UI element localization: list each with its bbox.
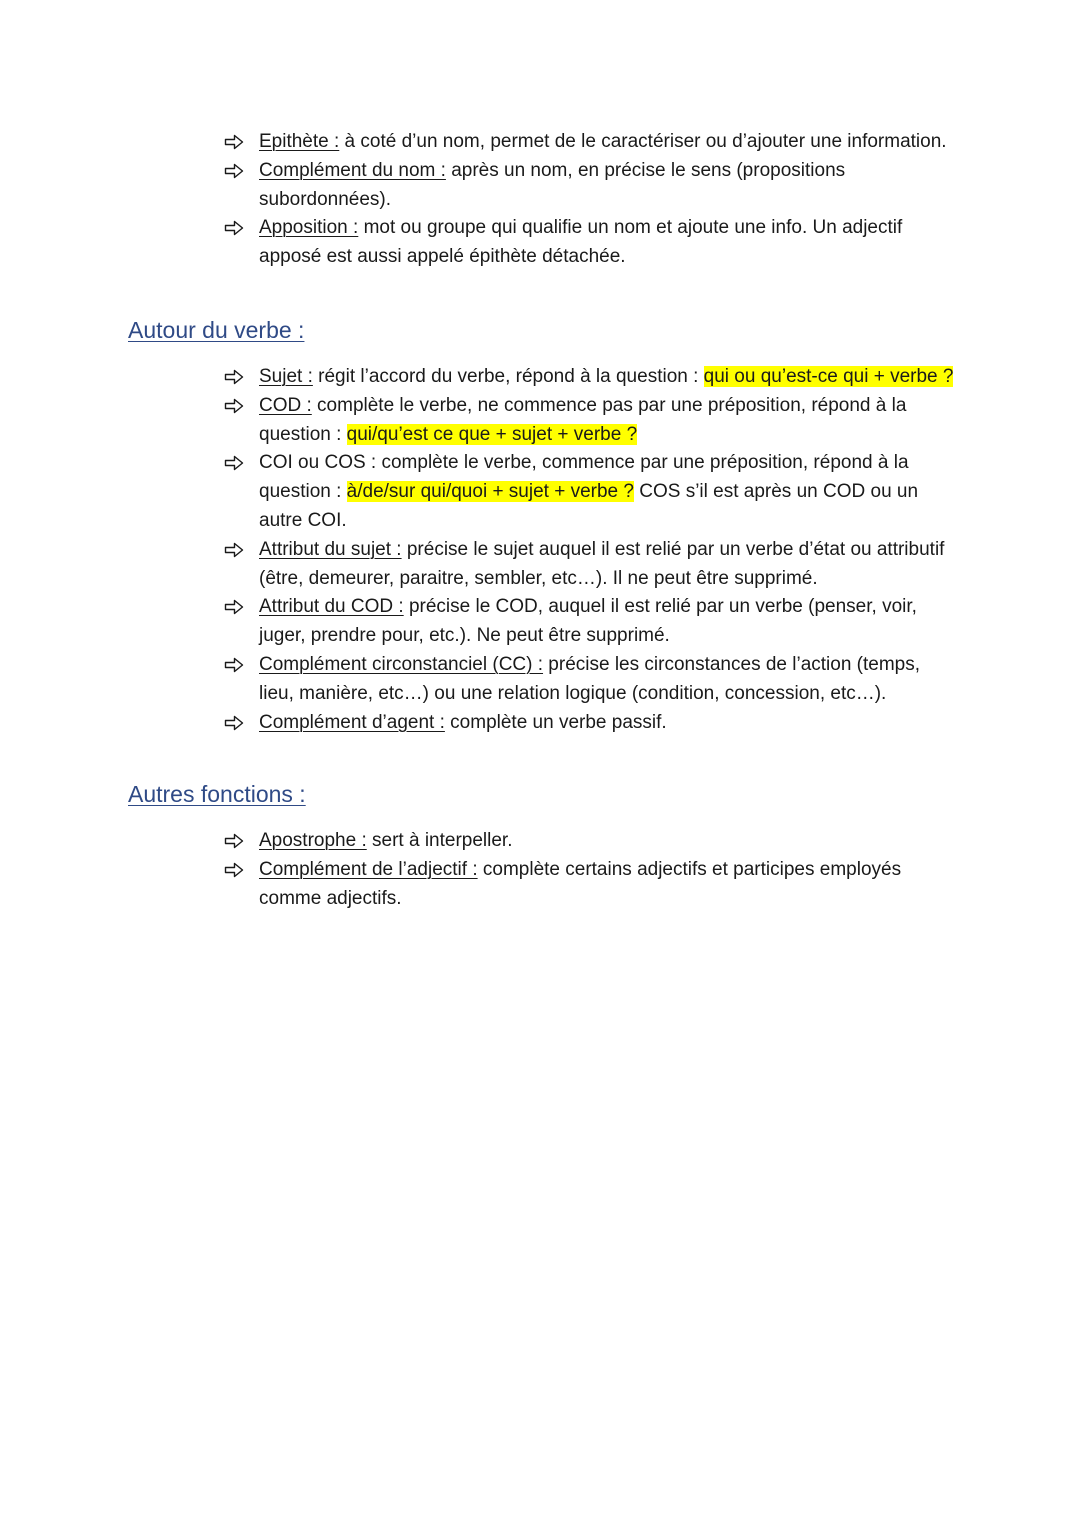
- definition-text-after: COS s’il est après un COD ou un autre COI.: [259, 481, 919, 531]
- term-label: COD :: [259, 394, 312, 416]
- definition-text: complète le verbe, ne commence pas par une préposition, répond à la question :: [259, 394, 907, 445]
- section-heading-autour-du-verbe: Autour du verbe :: [128, 317, 305, 343]
- list-item-coi-cos: [222, 449, 957, 535]
- term-label: Attribut du sujet :: [259, 538, 402, 560]
- arrow-right-outline-icon: [224, 163, 244, 179]
- term-label: Complément d’agent :: [259, 711, 445, 733]
- definition-text: mot ou groupe qui qualifie un nom et ajoute une info. Un adjectif apposé est aussi appelé épithète détachée.: [259, 217, 903, 268]
- list-item-complement-du-nom: [222, 157, 957, 215]
- arrow-right-outline-icon: [224, 833, 244, 849]
- definition-text: COI ou COS : complète le verbe, commence par une préposition, répond à la question :: [259, 452, 909, 503]
- arrow-right-outline-icon: [224, 220, 244, 236]
- section-heading-autres-fonctions: Autres fonctions :: [128, 781, 306, 807]
- arrow-right-outline-icon: [224, 599, 244, 615]
- definition-text: précise le COD, auquel il est relié par un verbe (penser, voir, juger, prendre pour, etc.). Ne peut être supprimé.: [259, 596, 917, 647]
- term-label: Complément du nom :: [259, 159, 446, 181]
- term-label: Complément circonstanciel (CC) :: [259, 653, 544, 675]
- list-item-attribut-du-sujet: [222, 536, 957, 594]
- definition-text: après un nom, en précise le sens (propositions subordonnées).: [259, 159, 846, 210]
- definition-text: complète un verbe passif.: [444, 711, 667, 733]
- arrow-right-outline-icon: [224, 862, 244, 878]
- arrow-right-outline-icon: [224, 657, 244, 673]
- term-label: Attribut du COD :: [259, 596, 404, 618]
- list-noun-functions: [222, 128, 957, 272]
- list-item-apostrophe: [222, 827, 957, 856]
- term-label: Epithète :: [259, 131, 340, 152]
- arrow-right-outline-icon: [224, 542, 244, 558]
- definition-text: à coté d’un nom, permet de le caractériser ou d’ajouter une information.: [339, 131, 947, 152]
- list-item-complement-circonstanciel: [222, 651, 957, 709]
- list-item-complement-de-l-adjectif: [222, 856, 957, 914]
- list-item-sujet: [222, 363, 957, 392]
- list-item-apposition: [222, 214, 957, 272]
- list-item-attribut-du-cod: [222, 593, 957, 651]
- term-label: Sujet :: [259, 366, 313, 387]
- list-item-cod: [222, 392, 957, 450]
- definition-text: régit l’accord du verbe, répond à la question :: [312, 366, 704, 387]
- list-verb-functions: [222, 363, 957, 737]
- arrow-right-outline-icon: [224, 369, 244, 385]
- arrow-right-outline-icon: [224, 134, 244, 150]
- list-other-functions: [222, 827, 957, 913]
- definition-text: complète certains adjectifs et participes employés comme adjectifs.: [259, 858, 902, 909]
- highlighted-question: à/de/sur qui/quoi + sujet + verbe ?: [346, 481, 634, 503]
- highlighted-question: qui ou qu’est-ce qui + verbe ?: [703, 366, 954, 387]
- arrow-right-outline-icon: [224, 398, 244, 414]
- term-label: Apostrophe :: [259, 830, 367, 851]
- term-label: Apposition :: [259, 217, 359, 239]
- definition-text: précise le sujet auquel il est relié par un verbe d’état ou attributif (être, demeurer, paraitre, sembler, etc…). Il ne peut être supprimé.: [259, 538, 945, 589]
- definition-text: précise les circonstances de l’action (temps, lieu, manière, etc…) ou une relation logique (condition, concession, etc…).: [259, 653, 921, 704]
- arrow-right-outline-icon: [224, 715, 244, 731]
- arrow-right-outline-icon: [224, 455, 244, 471]
- highlighted-question: qui/qu’est ce que + sujet + verbe ?: [346, 423, 638, 445]
- definition-text: sert à interpeller.: [366, 830, 513, 851]
- list-item-epithete: [222, 128, 957, 157]
- term-label: Complément de l’adjectif :: [259, 858, 478, 880]
- list-item-complement-d-agent: [222, 709, 957, 738]
